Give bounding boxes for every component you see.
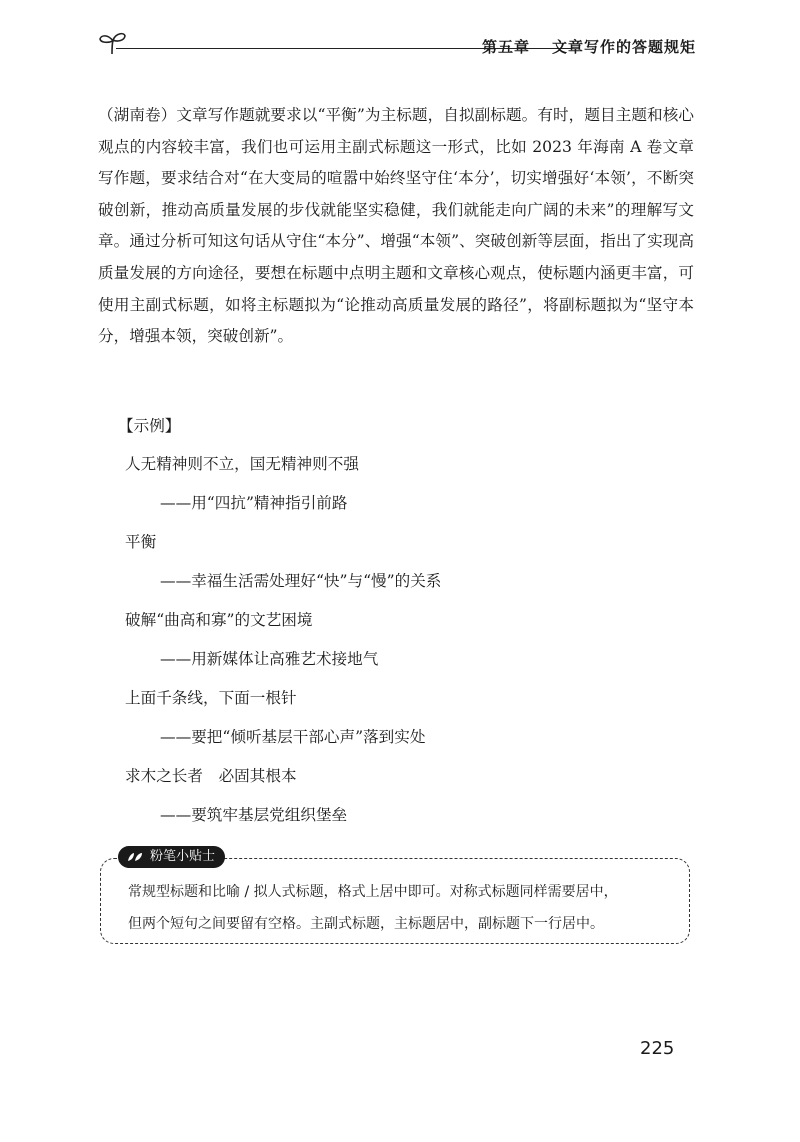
example-subtitle: ——要筑牢基层党组织堡垒 [160,806,348,824]
example-item [0,764,800,842]
tip-line: 但两个短句之间要留有空格。主副式标题，主标题居中，副标题下一行居中。 [128,916,604,932]
example-subtitle: ——用新媒体让高雅艺术接地气 [160,650,379,668]
example-title: 破解“曲高和寡”的文艺困境 [125,611,313,629]
example-subtitle: ——用“四抗”精神指引前路 [160,494,348,512]
example-item [0,608,800,686]
body-paragraph: （湖南卷）文章写作题就要求以“平衡”为主标题，自拟副标题。有时，题目主题和核心观点的内容较丰富，我们也可运用主副式标题这一形式，比如 2023 年海南 A 卷文章写作题，要求结合对“在大变局的喧嚣中始终坚守住‘本分’，切实增强好‘本领’，不断突破创新，推动高质量发展的步伐就能坚实稳健，我们就能走向广阔的未来”的理解写文章。通过分析可知这句话从守住“本分”、增强“本领”、突破创新等层面，指出了实现高质量发展的方向途径，要想在标题中点明主题和文章核心观点，使标题内涵更丰富，可使用主副式标题，如将主标题拟为“论推动高质量发展的路径”，将副标题拟为“坚守本分，增强本领，突破创新”。 [98,106,694,346]
example-item [0,530,800,608]
body-paragraph-block [98,100,694,353]
example-label: 【示例】 [118,417,181,435]
chapter-number: 第五章 [482,38,531,56]
example-title: 平衡 [125,533,157,551]
example-title: 上面千条线，下面一根针 [125,689,297,707]
leaf-icon [126,851,144,863]
chapter-title: 文章写作的答题规矩 [552,38,697,56]
example-title: 求木之长者 必固其根本 [125,767,297,785]
example-subtitle: ——要把“倾听基层干部心声”落到实处 [160,728,426,746]
tip-badge-label: 粉笔小贴士 [150,849,216,864]
sprout-icon [98,30,128,56]
example-item [0,452,800,530]
page-header [98,28,698,68]
tip-badge [118,846,225,868]
tip-text [128,876,674,940]
example-list [0,452,800,842]
chapter-heading [482,36,696,57]
page-number: 225 [640,1038,675,1059]
example-item [0,686,800,764]
tip-line: 常规型标题和比喻 / 拟人式标题，格式上居中即可。对称式标题同样需要居中， [128,884,618,900]
example-title: 人无精神则不立，国无精神则不强 [125,455,359,473]
example-subtitle: ——幸福生活需处理好“快”与“慢”的关系 [160,572,442,590]
